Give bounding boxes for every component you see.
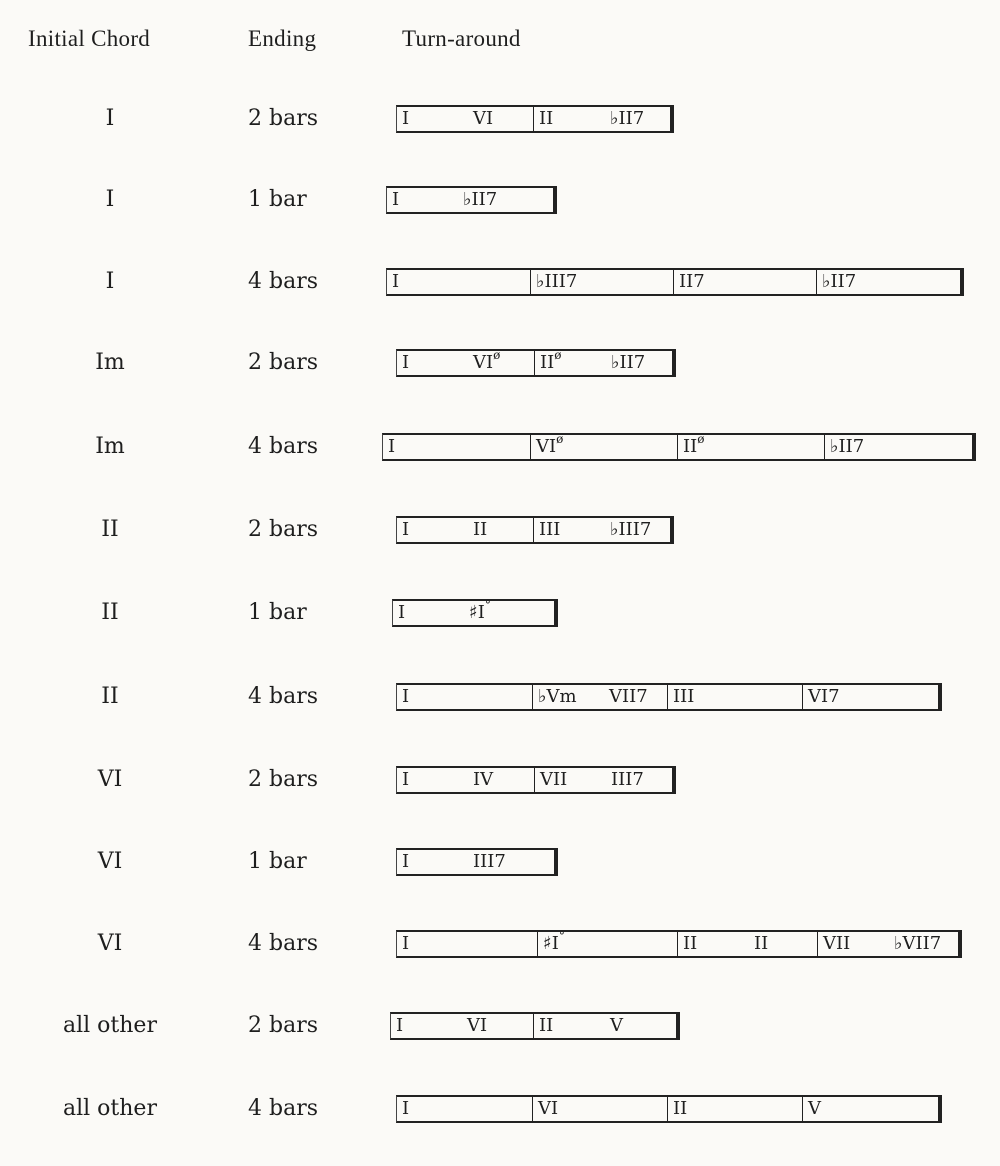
measure <box>534 768 671 792</box>
chord-symbol: I <box>402 769 410 790</box>
measure <box>530 270 673 294</box>
ending-length: 2 bars <box>248 350 318 375</box>
measure-strip <box>390 1012 680 1040</box>
measure <box>397 768 534 792</box>
initial-chord: all other <box>63 1013 157 1038</box>
measure <box>397 518 533 542</box>
chord-symbol: III7 <box>473 851 506 872</box>
measure-strip <box>396 848 558 876</box>
chord-symbol: I <box>402 519 410 540</box>
initial-chord: II <box>101 517 119 542</box>
ending-length: 4 bars <box>248 1096 318 1121</box>
measure-strip <box>396 105 674 133</box>
ending-length: 1 bar <box>248 849 307 874</box>
measure <box>673 270 816 294</box>
measure <box>397 107 533 131</box>
measure-strip <box>392 599 558 627</box>
measure <box>677 932 817 956</box>
chord-symbol: I <box>396 1015 404 1036</box>
chord-symbol: VI <box>473 108 494 129</box>
chord-symbol: ♭II7 <box>463 189 498 210</box>
turnaround-row <box>0 677 1000 717</box>
turnaround-row <box>0 760 1000 800</box>
chord-symbol: V <box>808 1098 821 1119</box>
ending-length: 4 bars <box>248 684 318 709</box>
initial-chord: Im <box>95 434 125 459</box>
measure-strip <box>386 268 964 296</box>
chord-symbol: VI <box>538 1098 559 1119</box>
measure-strip <box>382 433 976 461</box>
chord-symbol: $II^ø$ <box>540 348 562 373</box>
ending-length: 1 bar <box>248 187 307 212</box>
header-turnaround: Turn-around <box>402 26 521 51</box>
chord-symbol: I <box>402 1098 410 1119</box>
measure <box>533 1014 675 1038</box>
chord-symbol: ♭II7 <box>611 352 646 373</box>
measure <box>533 107 669 131</box>
ending-length: 2 bars <box>248 106 318 131</box>
chord-symbol: $VI^ø$ <box>473 348 501 373</box>
chord-symbol: VI <box>467 1015 488 1036</box>
chord-symbol: I <box>392 189 400 210</box>
turnaround-row <box>0 427 1000 467</box>
measure <box>387 188 552 212</box>
measure <box>677 432 824 459</box>
turnaround-row <box>0 510 1000 550</box>
initial-chord: Im <box>95 350 125 375</box>
measure <box>397 1097 532 1121</box>
chord-symbol: ♭II7 <box>610 108 645 129</box>
chord-symbol: ♯I° <box>543 929 565 954</box>
ending-length: 1 bar <box>248 600 307 625</box>
chord-symbol: $II^ø$ <box>683 432 705 457</box>
chord-symbol: I <box>402 686 410 707</box>
turnaround-row <box>0 1006 1000 1046</box>
chord-symbol: ♭Vm <box>538 686 577 707</box>
ending-length: 4 bars <box>248 434 318 459</box>
turnaround-row <box>0 180 1000 220</box>
measure <box>537 929 677 956</box>
chord-symbol: ♭III7 <box>610 519 652 540</box>
measure <box>532 1097 667 1121</box>
measure <box>397 685 532 709</box>
chord-symbol: IV <box>473 769 494 790</box>
measure <box>817 932 957 956</box>
initial-chord: I <box>105 106 115 131</box>
chord-symbol: I <box>402 933 410 954</box>
header-ending: Ending <box>248 26 317 51</box>
measure-strip <box>396 683 942 711</box>
measure <box>532 685 667 709</box>
turnaround-row <box>0 99 1000 139</box>
chord-symbol: I <box>392 271 400 292</box>
header-initial-chord: Initial Chord <box>28 26 151 51</box>
measure-strip <box>396 766 676 794</box>
measure <box>533 518 669 542</box>
chord-symbol: III <box>539 519 561 540</box>
measure <box>397 932 537 956</box>
measure-strip <box>396 1095 942 1123</box>
turnaround-row <box>0 343 1000 383</box>
chord-symbol: I <box>398 602 406 623</box>
turnaround-row <box>0 924 1000 964</box>
initial-chord: VI <box>97 849 123 874</box>
measure-strip <box>386 186 557 214</box>
ending-length: 2 bars <box>248 517 318 542</box>
initial-chord: VI <box>97 931 123 956</box>
chord-symbol: II <box>473 519 488 540</box>
chord-symbol: I <box>402 108 410 129</box>
measure-strip <box>396 516 674 544</box>
measure <box>667 685 802 709</box>
turnaround-row <box>0 842 1000 882</box>
ending-length: 2 bars <box>248 767 318 792</box>
measure <box>391 1014 533 1038</box>
initial-chord: I <box>105 187 115 212</box>
measure <box>802 1097 937 1121</box>
measure <box>393 598 553 625</box>
chord-symbol: I <box>388 436 396 457</box>
chord-symbol: II <box>539 1015 554 1036</box>
chord-symbol: $VI^ø$ <box>536 432 564 457</box>
initial-chord: all other <box>63 1096 157 1121</box>
measure-strip <box>396 930 962 958</box>
chord-symbol: II <box>673 1098 688 1119</box>
chord-symbol: I <box>402 851 410 872</box>
chord-symbol: II <box>683 933 698 954</box>
measure <box>397 850 553 874</box>
chord-symbol: VII7 <box>609 686 648 707</box>
ending-length: 4 bars <box>248 269 318 294</box>
ending-length: 4 bars <box>248 931 318 956</box>
chord-symbol: II <box>754 933 769 954</box>
measure <box>802 685 937 709</box>
chord-symbol: II7 <box>679 271 705 292</box>
initial-chord: II <box>101 600 119 625</box>
chord-symbol: VII <box>540 769 568 790</box>
chord-symbol: III7 <box>611 769 644 790</box>
chord-symbol: II <box>539 108 554 129</box>
measure <box>816 270 959 294</box>
chord-symbol: VII <box>823 933 851 954</box>
turnaround-row <box>0 593 1000 633</box>
measure <box>667 1097 802 1121</box>
ending-length: 2 bars <box>248 1013 318 1038</box>
chord-symbol: V <box>610 1015 623 1036</box>
chord-symbol: ♭VII7 <box>894 933 942 954</box>
chord-symbol: ♯I° <box>469 598 491 623</box>
chord-symbol: VI7 <box>808 686 840 707</box>
measure <box>530 432 677 459</box>
initial-chord: I <box>105 269 115 294</box>
chord-symbol: I <box>402 352 410 373</box>
chord-symbol: ♭II7 <box>822 271 857 292</box>
initial-chord: II <box>101 684 119 709</box>
chord-symbol: III <box>673 686 695 707</box>
measure <box>397 348 534 375</box>
measure <box>383 435 530 459</box>
chord-symbol: ♭III7 <box>536 271 578 292</box>
initial-chord: VI <box>97 767 123 792</box>
measure-strip <box>396 349 676 377</box>
turnaround-row <box>0 1089 1000 1129</box>
measure <box>534 348 671 375</box>
turnaround-row <box>0 262 1000 302</box>
measure <box>824 435 971 459</box>
measure <box>387 270 530 294</box>
chord-symbol: ♭II7 <box>830 436 865 457</box>
